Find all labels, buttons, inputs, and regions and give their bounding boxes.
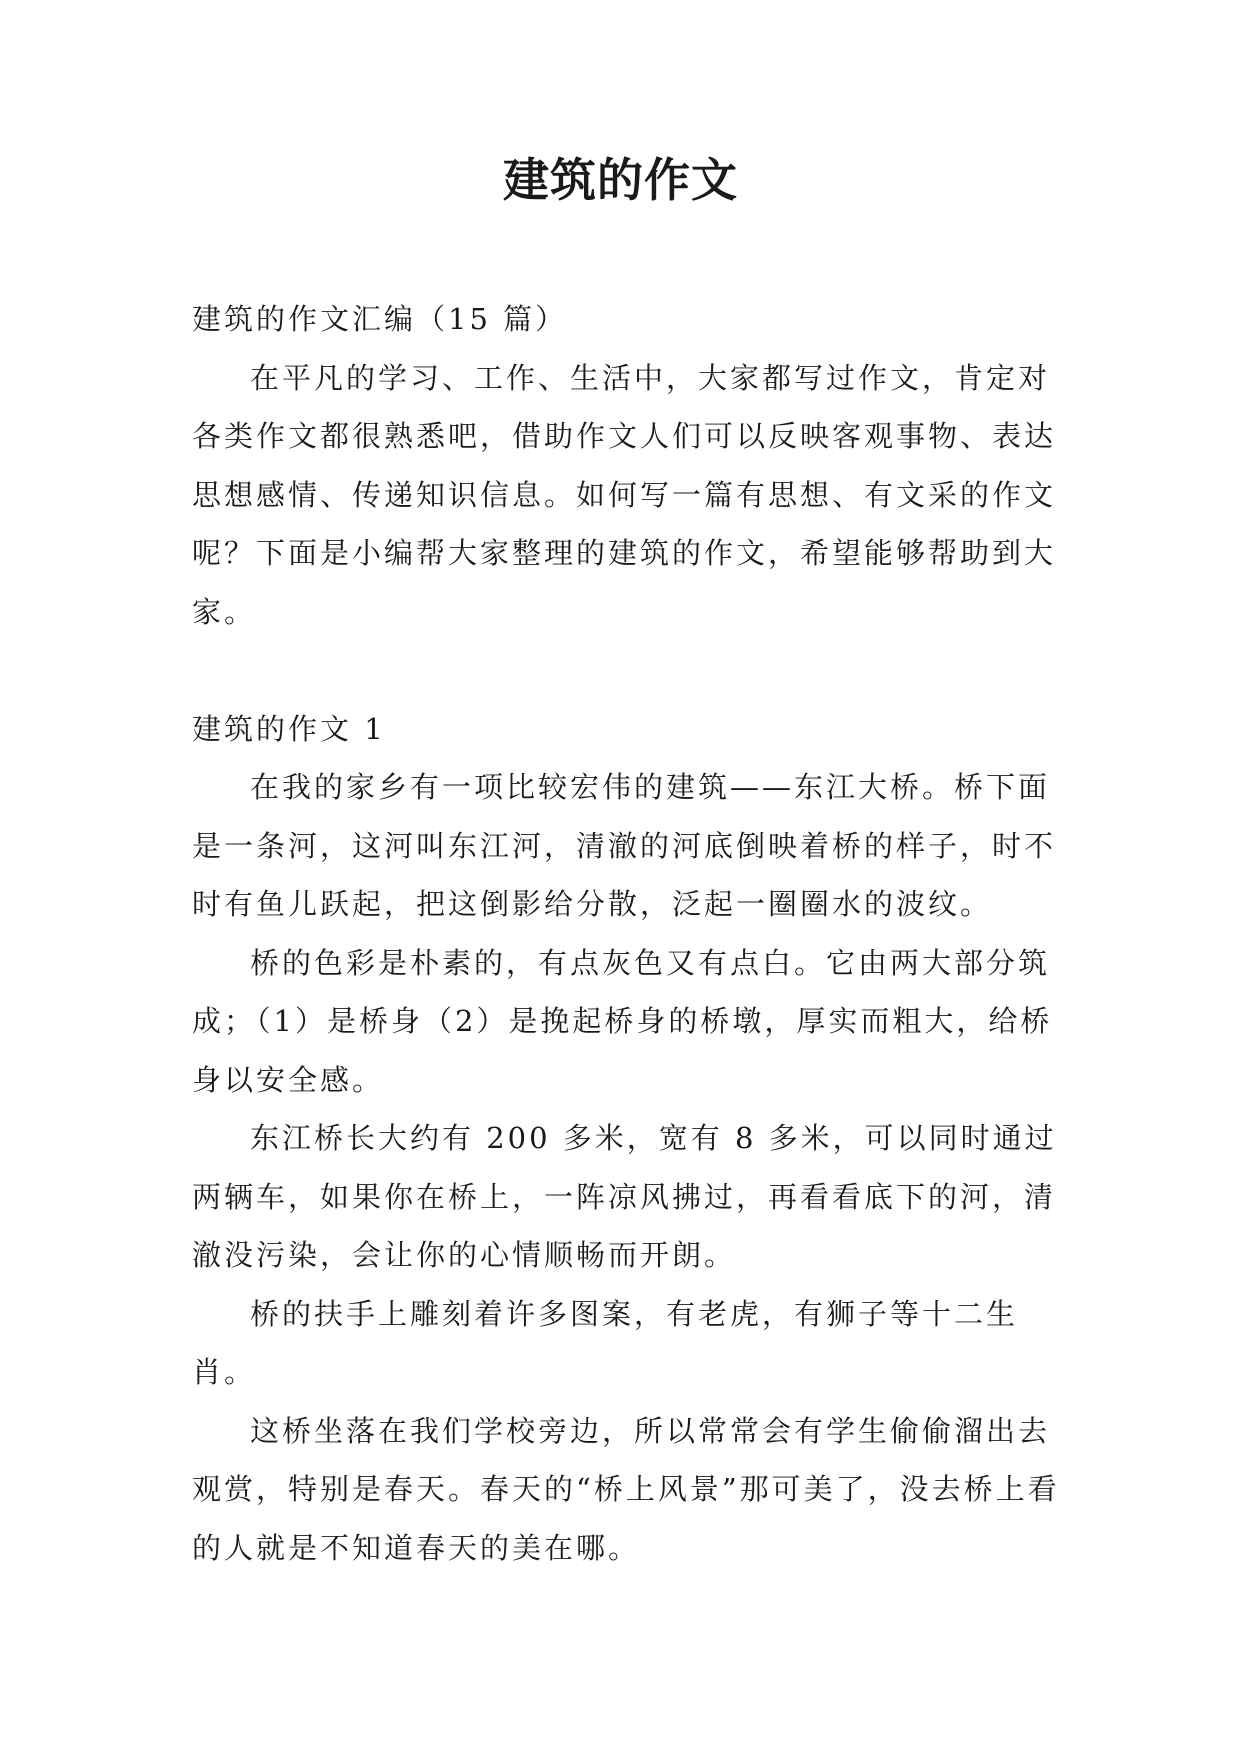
section-gap (192, 641, 1072, 700)
essay-heading: 建筑的作文 1 (192, 711, 386, 746)
essay-paragraph-5: 这桥坐落在我们学校旁边，所以常常会有学生偷偷溜出去观赏，特别是春天。春天的“桥上风景”那可美了，没去桥上看的人就是不知道春天的美在哪。 (192, 1413, 1060, 1565)
document-title: 建筑的作文 (503, 153, 738, 207)
intro-paragraph: 在平凡的学习、工作、生活中，大家都写过作文，肯定对各类作文都很熟悉吧，借助作文人们可以反映客观事物、表达思想感情、传递知识信息。如何写一篇有思想、有文采的作文呢？下面是小编帮大家整理的建筑的作文，希望能够帮助到大家。 (192, 360, 1057, 629)
essay-paragraph-4: 桥的扶手上雕刻着许多图案，有老虎，有狮子等十二生肖。 (192, 1296, 1019, 1389)
essay-paragraph-3: 东江桥长大约有 200 多米，宽有 8 多米，可以同时通过两辆车，如果你在桥上，一阵凉风拂过，再看看底下的河，清澈没污染，会让你的心情顺畅而开朗。 (192, 1121, 1057, 1272)
essay-paragraph-1: 在我的家乡有一项比较宏伟的建筑——东江大桥。桥下面是一条河，这河叫东江河，清澈的河底倒映着桥的样子，时不时有鱼儿跃起，把这倒影给分散，泛起一圈圈水的波纹。 (192, 770, 1057, 921)
document-body (192, 290, 1072, 1577)
collection-subtitle: 建筑的作文汇编（15 篇） (192, 302, 568, 336)
essay-paragraph-2: 桥的色彩是朴素的，有点灰色又有点白。它由两大部分筑成；（1）是桥身（2）是挽起桥身的桥墩，厚实而粗大，给桥身以安全感。 (192, 945, 1053, 1097)
